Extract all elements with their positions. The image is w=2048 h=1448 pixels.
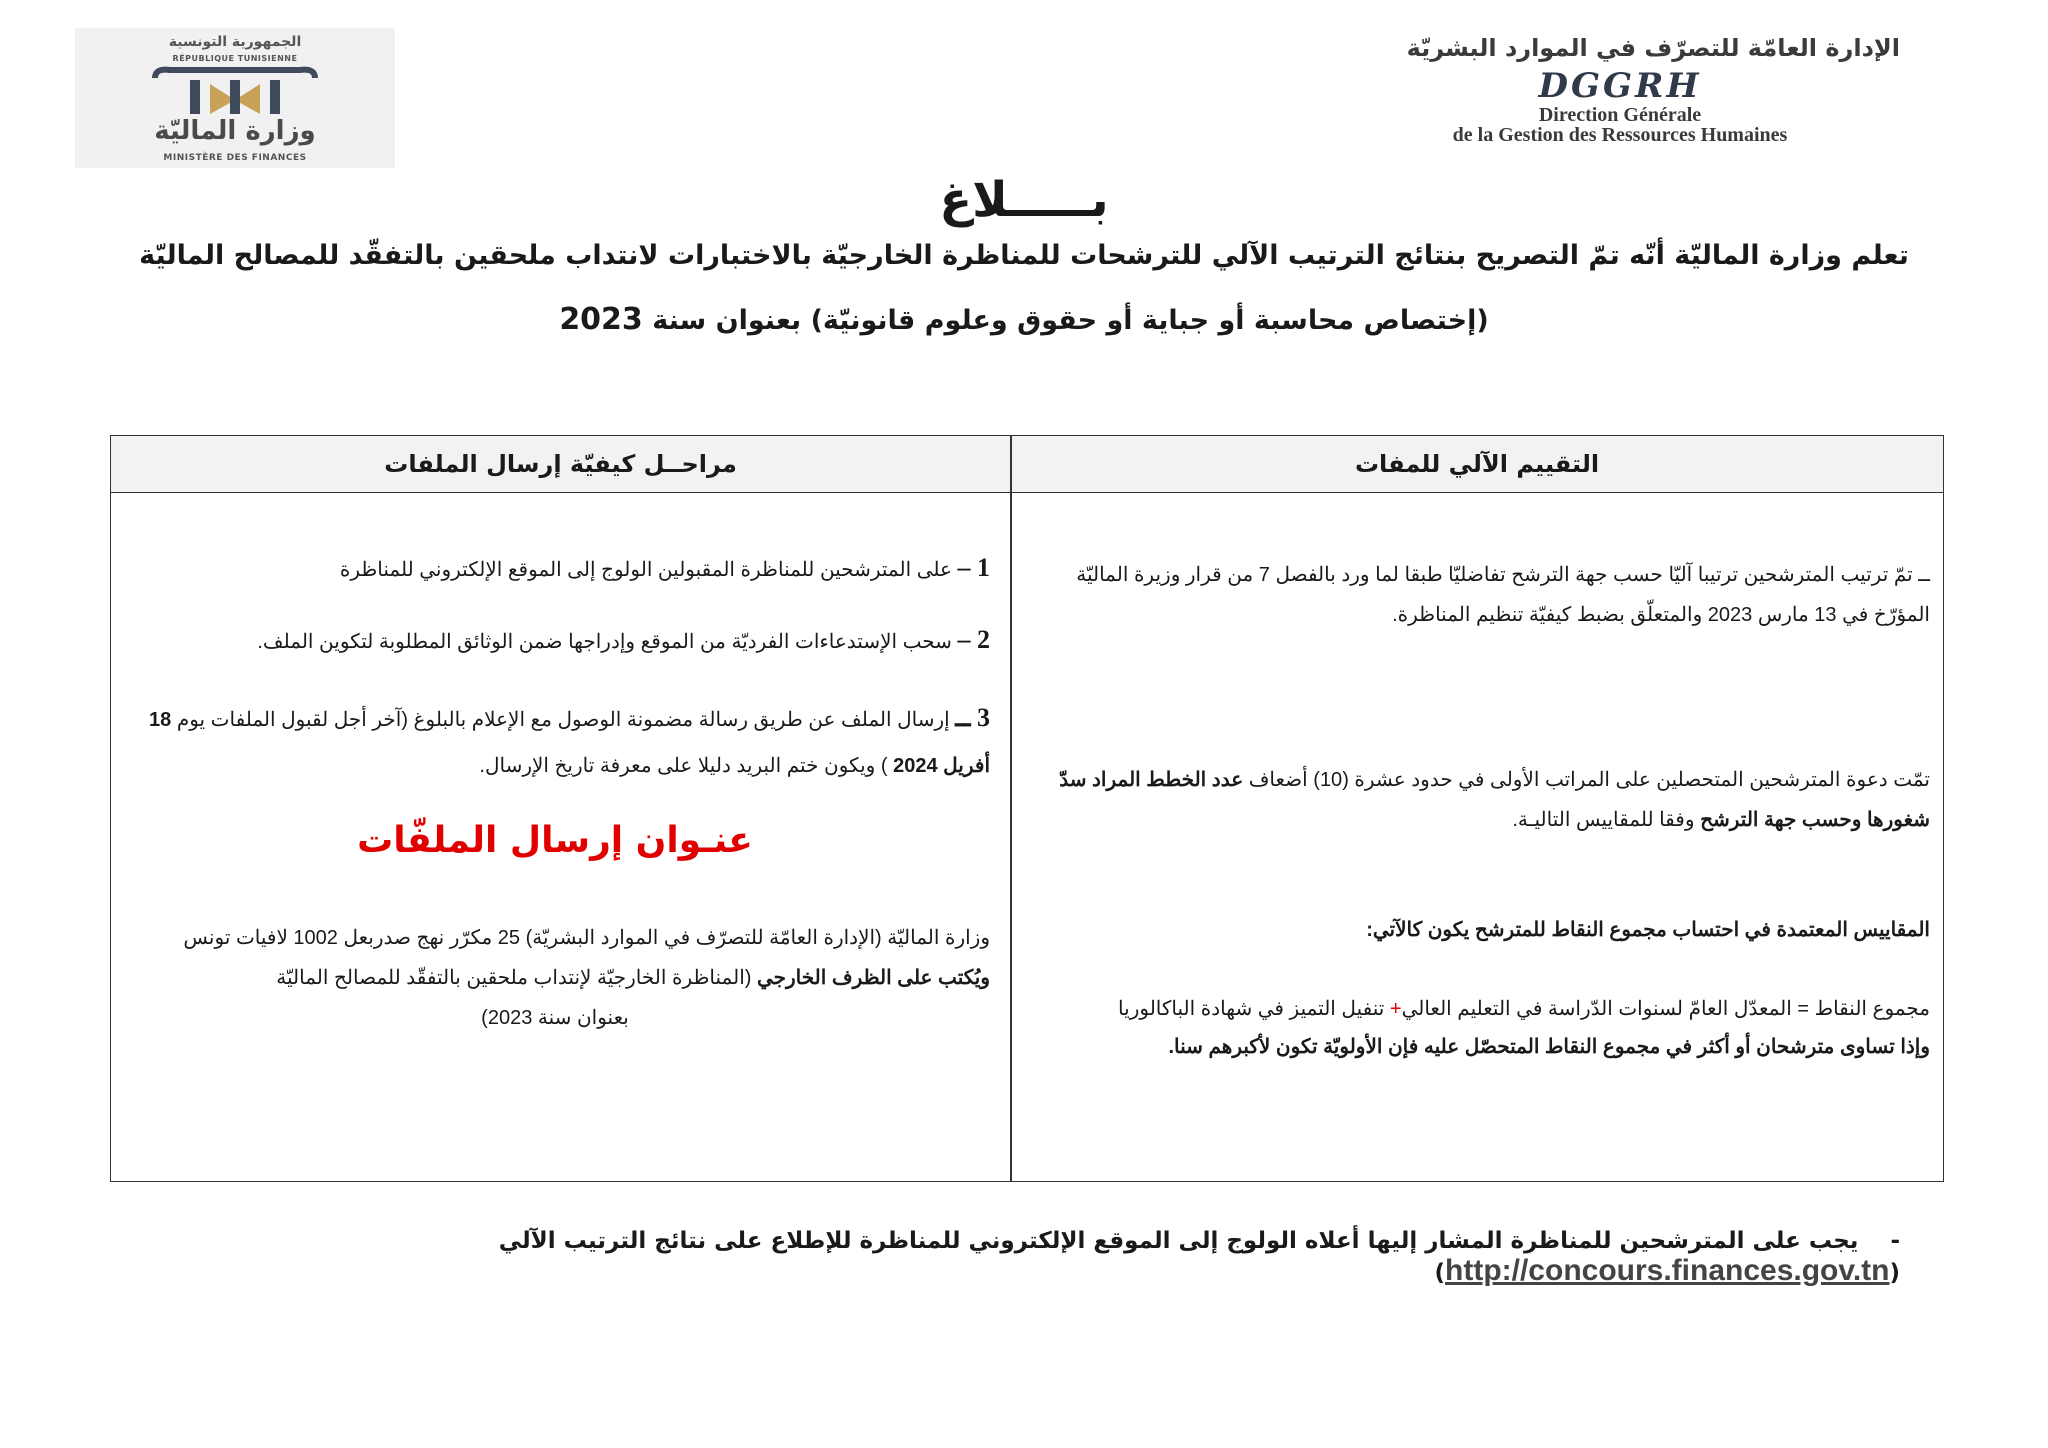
notice-title: بـــــلاغ (939, 172, 1109, 228)
invitation-text: تمّت دعوة المترشحين المتحصلين على المراتب الأولى في حدود عشرة (10) أضعاف (1248, 769, 1930, 791)
address-line: وزارة الماليّة (الإدارة العامّة للتصرّف في الموارد البشريّة) 25 مكرّر نهج صدربعل 1002 لافيات تونس (183, 927, 990, 949)
step-2-number: 2 – (957, 625, 990, 654)
envelope-label: ويُكتب على الظرف الخارجي (756, 967, 990, 989)
tie-break-rule: وإذا تساوى مترشحان أو أكثر في مجموع النقاط المتحصّل عليه فإن الأولويّة تكون لأكبرهم سنا. (1168, 1036, 1930, 1058)
invitation-bold: عدد الخطط المراد سدّ شغورها وحسب جهة الترشح (1059, 769, 1930, 831)
step-1-number: 1 – (957, 553, 990, 582)
invitation-tail: وفقا للمقاييس التاليـة. (1512, 809, 1695, 831)
step-3-text: إرسال الملف عن طريق رسالة مضمونة الوصول مع الإعلام بالبلوغ (آخر أجل لقبول الملفات يوم (176, 709, 950, 731)
step-2-text: سحب الإستدعاءات الفرديّة من الموقع وإدراجها ضمن الوثائق المطلوبة لتكوين الملف. (257, 631, 952, 653)
footer-note: - يجب على المترشحين للمناظرة المشار إليها أعلاه الولوج إلى الموقع الإلكتروني للمناظرة للإطلاع على نتائج الترتيب الآلي (http://concours.finances.gov.tn) (498, 1228, 1900, 1287)
deadline-date: 18 أفريل 2024 (149, 709, 990, 777)
address-title: عنـوان إرسال الملفّات (357, 820, 753, 861)
header-file-submission: مراحــل كيفيّة إرسال الملفات (111, 436, 1010, 493)
footer-text: يجب على المترشحين للمناظرة المشار إليها أعلاه الولوج إلى الموقع الإلكتروني للمناظرة للإطلاع على نتائج الترتيب الآلي (498, 1228, 1859, 1254)
intro-year: 2023 (559, 302, 643, 337)
dggrh-line2: de la Gestion des Ressources Humaines (1452, 124, 1788, 146)
republic-label-ar: الجمهورية التونسية (168, 34, 302, 50)
step-1-text: على المترشحين للمناظرة المقبولين الولوج إلى الموقع الإلكتروني للمناظرة (339, 559, 952, 581)
ranking-paragraph: ــ تمّ ترتيب المترشحين ترتيبا آليّا حسب جهة الترشح تفاضليّا طبقا لما ورد بالفصل 7 من قرار وزيرة الماليّة المؤرّخ في 13 مارس 2023 والمتعلّق بضبط كيفيّة تنظيم المناظرة. (1076, 564, 1930, 626)
score-formula (1020, 990, 1930, 1066)
envelope-text: (المناظرة الخارجيّة لإنتداب ملحقين بالتفقّد للمصالح الماليّة (276, 967, 752, 989)
header-auto-evaluation: التقييم الآلي للمفات (1011, 436, 1943, 493)
step-3 (120, 695, 990, 789)
dggrh-logo (1320, 30, 1920, 150)
dggrh-line1: Direction Générale (1538, 104, 1702, 126)
footer-bullet: - (1890, 1228, 1900, 1254)
step-3-number: 3 ــ (955, 703, 990, 732)
concours-link[interactable]: http://concours.finances.gov.tn (1445, 1254, 1890, 1287)
address-block (120, 918, 990, 1038)
score-formula-bonus: تنفيل التميز في شهادة الباكالوريا (1118, 998, 1385, 1020)
score-formula-text: مجموع النقاط = المعدّل العامّ لسنوات الدّراسة في التعليم العالي (1401, 998, 1930, 1020)
ministry-logo (75, 28, 395, 168)
step-3-tail: ) ويكون ختم البريد دليلا على معرفة تاريخ الإرسال. (479, 755, 888, 777)
step-2 (120, 620, 990, 662)
plus-sign: + (1389, 998, 1402, 1020)
dggrh-acronym: DGGRH (1538, 66, 1702, 106)
republic-label-fr: RÉPUBLIQUE TUNISIENNE (172, 54, 298, 63)
envelope-year: بعنوان سنة 2023) (481, 1007, 629, 1029)
ministry-emblem-icon (150, 66, 320, 116)
invitation-paragraph (1020, 760, 1930, 840)
intro-line-2 (0, 302, 2048, 337)
intro-line-1: تعلم وزارة الماليّة أنّه تمّ التصريح بنتائج الترتيب الآلي للترشحات للمناظرة الخارجيّة بالاختبارات لانتداب ملحقين بالتفقّد للمصالح الماليّة (139, 240, 1909, 271)
criteria-heading: المقاييس المعتمدة في احتساب مجموع النقاط للمترشح يكون كالآتي: (1366, 919, 1930, 941)
intro-line-2-text: (إختصاص محاسبة أو جباية أو حقوق وعلوم قانونيّة) بعنوان سنة (652, 305, 1489, 336)
ministry-label-ar: وزارة الماليّة (154, 116, 316, 146)
ministry-label-fr: MINISTÈRE DES FINANCES (163, 153, 307, 163)
column-divider (1010, 436, 1012, 1181)
step-1 (120, 548, 990, 590)
dggrh-title-ar: الإدارة العامّة للتصرّف في الموارد البشريّة (1406, 34, 1900, 62)
